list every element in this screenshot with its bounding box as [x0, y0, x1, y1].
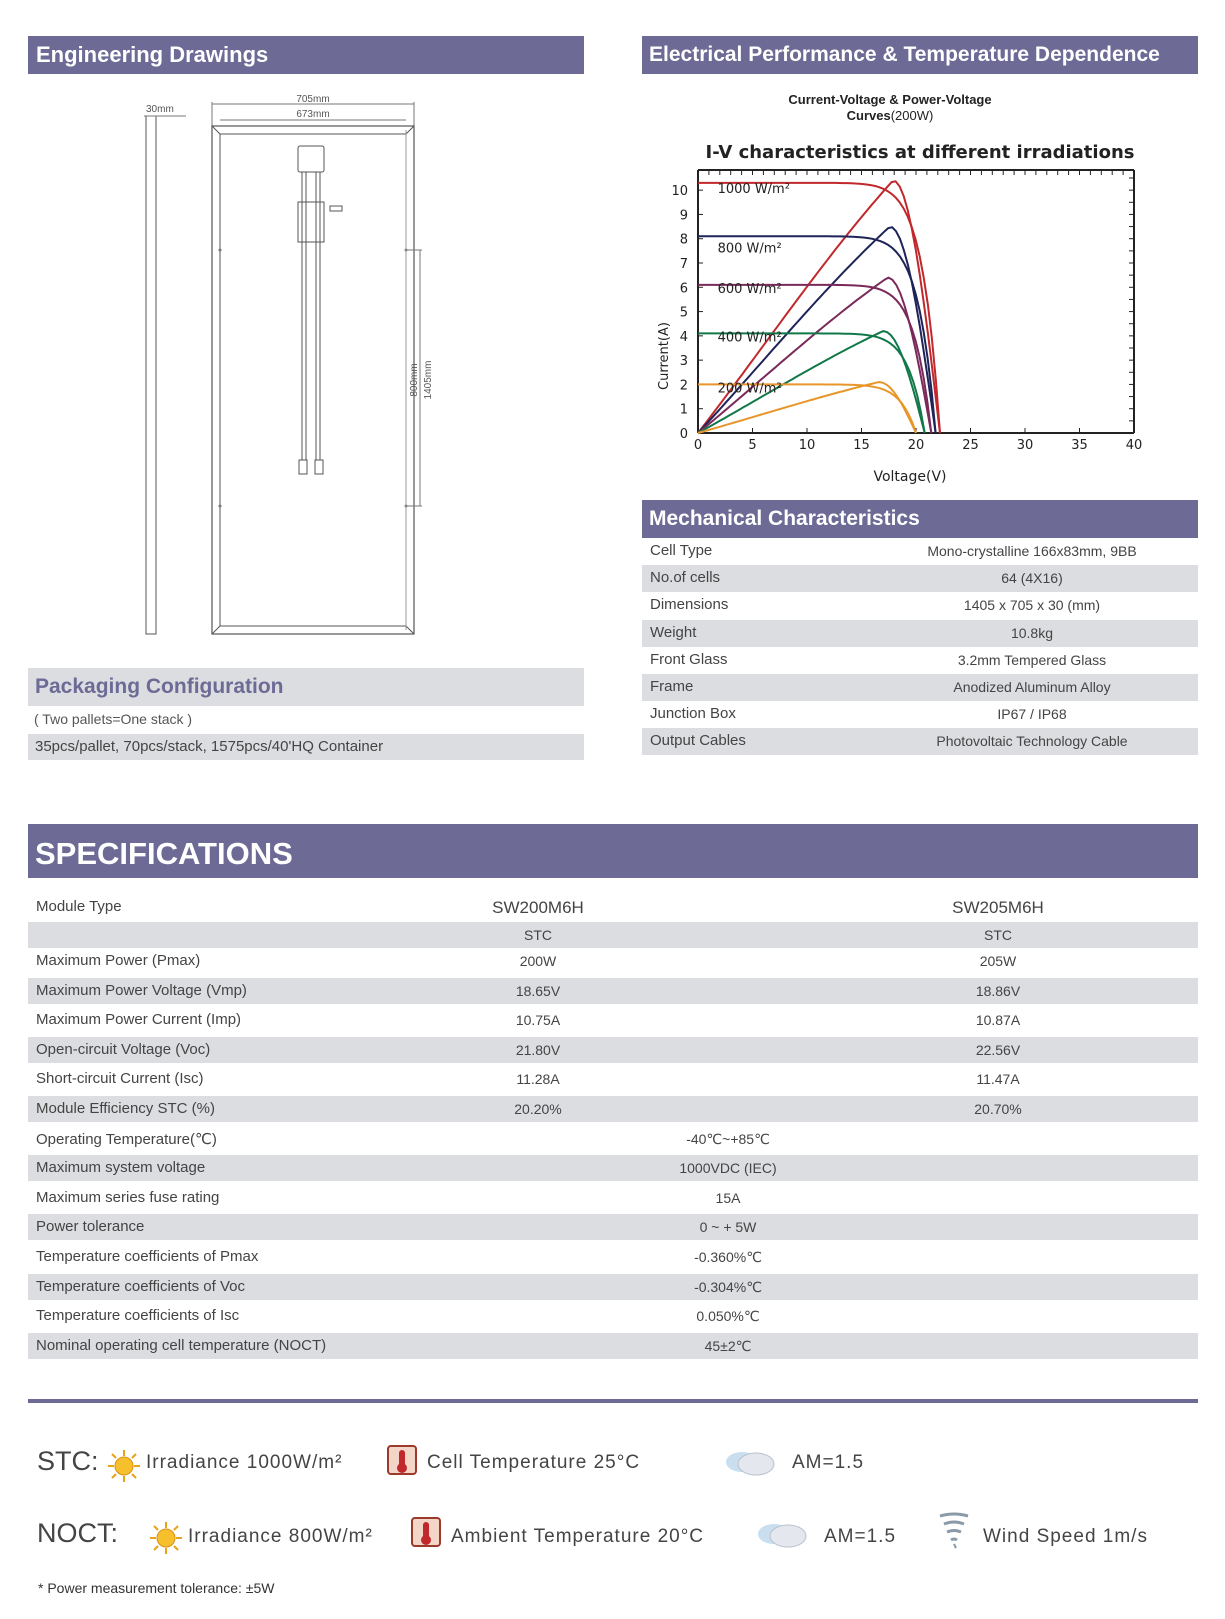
packaging-detail: 35pcs/pallet, 70pcs/stack, 1575pcs/40'HQ Container: [28, 734, 584, 760]
spec-row-value-1: 200W: [519, 953, 557, 969]
spec-row: [28, 1333, 1198, 1359]
model-1-name: SW200M6H: [492, 898, 584, 917]
mechanical-row: [642, 538, 1198, 565]
spec-row-value: 0 ~ + 5W: [699, 1219, 757, 1236]
stc-label-2: STC: [984, 927, 1012, 943]
spec-row-label: Temperature coefficients of Voc: [36, 1277, 246, 1295]
spec-row: [28, 1037, 1198, 1063]
spec-row-label: Short-circuit Current (Isc): [36, 1070, 204, 1088]
spec-row-value-2: 22.56V: [975, 1041, 1021, 1058]
stc-irradiance: Irradiance 1000W/m²: [146, 1452, 343, 1473]
thermometer-icon: [384, 1442, 420, 1478]
x-tick-label: 15: [853, 438, 870, 453]
packaging-title: Packaging Configuration: [35, 675, 284, 698]
x-axis-label: Voltage(V): [873, 469, 947, 485]
spec-row: [28, 1096, 1198, 1122]
mechanical-row-label: Front Glass: [650, 650, 728, 668]
mechanical-row-label: Frame: [650, 678, 694, 695]
module-type-row: [28, 890, 1198, 924]
spec-row: [28, 1126, 1198, 1152]
y-tick-label: 5: [679, 305, 688, 321]
sun-icon: [106, 1448, 142, 1484]
spec-row-value-1: 11.28A: [516, 1071, 560, 1088]
chart-title: I-V characteristics at different irradiations: [705, 142, 1135, 163]
noct-am: AM=1.5: [824, 1526, 897, 1547]
iv-curve: [698, 285, 931, 433]
spec-row-label: Temperature coefficients of Isc: [36, 1307, 240, 1325]
spec-row-value-1: 10.75A: [515, 1012, 561, 1029]
panel-drawing: [130, 90, 460, 650]
y-tick-label: 8: [679, 232, 688, 248]
spec-row-value-2: 10.87A: [975, 1012, 1021, 1029]
spec-row-value: -40℃~+85℃: [686, 1130, 770, 1147]
spec-row: [28, 1007, 1198, 1033]
stc-am: AM=1.5: [792, 1452, 865, 1473]
y-tick-label: 3: [679, 354, 688, 370]
y-tick-label: 6: [679, 281, 688, 297]
mechanical-row-label: No.of cells: [650, 569, 721, 587]
spec-row-label: Open-circuit Voltage (Voc): [36, 1040, 211, 1058]
mechanical-row-label: Junction Box: [650, 705, 736, 723]
stc-row: [28, 922, 1198, 948]
x-tick-label: 0: [693, 438, 703, 453]
mechanical-row: [642, 592, 1198, 619]
spec-row: [28, 1274, 1198, 1300]
mechanical-row: [642, 701, 1198, 728]
thermometer-icon: [408, 1514, 444, 1550]
spec-row: [28, 1214, 1198, 1240]
x-tick-label: 30: [1016, 438, 1034, 453]
y-tick-label: 2: [679, 378, 688, 394]
spec-row: [28, 1303, 1198, 1329]
spec-row-label: Maximum series fuse rating: [36, 1188, 220, 1206]
spec-row-label: Maximum Power (Pmax): [36, 952, 201, 969]
mechanical-row-value: Anodized Aluminum Alloy: [953, 679, 1111, 695]
curve-title-power: (200W): [890, 108, 934, 123]
spec-row-value: -0.304%℃: [694, 1278, 762, 1295]
x-tick-label: 35: [1071, 438, 1088, 453]
noct-label: NOCT:: [37, 1518, 118, 1548]
x-tick-label: 40: [1125, 438, 1143, 453]
stc-label: STC:: [37, 1446, 99, 1476]
specifications-header: [28, 824, 1198, 878]
mechanical-row: [642, 620, 1198, 647]
spec-row-value-2: 20.70%: [974, 1101, 1022, 1117]
spec-row-value-2: 11.47A: [976, 1071, 1020, 1088]
outer-width-dim-label: 705mm: [296, 94, 330, 105]
spec-row-value: 45±2℃: [704, 1337, 752, 1354]
spec-row: [28, 948, 1198, 974]
spec-row-value-1: 18.65V: [515, 982, 561, 999]
electrical-title: Electrical Performance & Temperature Dependence: [649, 43, 1160, 66]
module-type-label: Module Type: [36, 898, 122, 915]
inner-width-dim-label: 673mm: [296, 109, 330, 120]
spec-row-value: 15A: [715, 1189, 741, 1206]
electrical-header: [642, 36, 1198, 74]
mechanical-row-value: 3.2mm Tempered Glass: [957, 651, 1107, 668]
x-tick-label: 10: [798, 438, 816, 453]
spec-row-label: Maximum system voltage: [36, 1159, 206, 1177]
spec-row-value-2: 205W: [979, 953, 1017, 969]
mechanical-row-label: Output Cables: [650, 732, 746, 750]
spec-row: [28, 1066, 1198, 1092]
specifications-title: SPECIFICATIONS: [35, 836, 293, 871]
spec-row-value-1: 21.80V: [515, 1041, 561, 1058]
spec-row: [28, 978, 1198, 1004]
wind-icon: [934, 1510, 974, 1550]
iv-chart: [650, 138, 1170, 488]
mechanical-row-value: Mono-crystalline 166x83mm, 9BB: [927, 543, 1137, 559]
curve-title-line1: Current-Voltage & Power-Voltage: [788, 92, 992, 107]
engineering-drawings-header: [28, 36, 584, 74]
length-dim-label: 1405mm: [423, 360, 434, 400]
thickness-dim-label: 30mm: [146, 104, 174, 115]
section-divider: [28, 1399, 1198, 1403]
spec-row-label: Maximum Power Voltage (Vmp): [36, 981, 247, 999]
spec-row: [28, 1155, 1198, 1181]
y-tick-label: 7: [679, 257, 688, 272]
cloud-icon: [720, 1442, 780, 1478]
curve-title: [740, 92, 1040, 124]
mechanical-row-label: Cell Type: [650, 542, 713, 559]
cloud-icon: [752, 1514, 812, 1550]
stc-label-1: STC: [524, 927, 552, 943]
spec-row: [28, 1244, 1198, 1270]
engineering-drawings-title: Engineering Drawings: [36, 42, 269, 67]
noct-wind-speed: Wind Speed 1m/s: [983, 1526, 1148, 1547]
noct-irradiance: Irradiance 800W/m²: [188, 1526, 373, 1547]
sun-icon: [148, 1520, 184, 1556]
series-label: 1000 W/m²: [717, 181, 790, 197]
stc-cell-temp: Cell Temperature 25°C: [427, 1452, 641, 1473]
spec-row-label: Power tolerance: [36, 1218, 145, 1236]
y-tick-label: 4: [679, 329, 688, 345]
model-2-name: SW205M6H: [952, 898, 1044, 917]
mechanical-row-value: 10.8kg: [1010, 624, 1054, 641]
spec-row-value: 0.050%℃: [696, 1308, 760, 1325]
spec-row-label: Nominal operating cell temperature (NOCT): [36, 1336, 327, 1354]
curve-title-line2: Curves: [846, 108, 891, 123]
spec-row: [28, 1185, 1198, 1211]
y-tick-label: 9: [679, 208, 688, 224]
series-label: 400 W/m²: [717, 330, 782, 346]
spec-row-value-2: 18.86V: [975, 982, 1021, 999]
mechanical-row-value: 64 (4X16): [1001, 570, 1063, 587]
spec-row-value-1: 20.20%: [514, 1101, 562, 1117]
spec-row-label: Operating Temperature(℃): [36, 1130, 217, 1148]
series-label: 800 W/m²: [717, 241, 782, 257]
footnote: * Power measurement tolerance: ±5W: [38, 1580, 275, 1596]
x-tick-label: 20: [907, 438, 925, 453]
packaging-subtitle: ( Two pallets=One stack ): [34, 711, 193, 727]
spec-row-label: Module Efficiency STC (%): [36, 1100, 215, 1117]
mechanical-row: [642, 674, 1198, 701]
x-tick-label: 5: [748, 438, 757, 453]
mechanical-row: [642, 647, 1198, 674]
packaging-header: [28, 668, 584, 706]
y-tick-label: 10: [671, 184, 688, 200]
mechanical-row: [642, 728, 1198, 755]
spec-row-value: -0.360%℃: [694, 1249, 762, 1265]
y-tick-label: 0: [679, 427, 688, 442]
mechanical-row-value: IP67 / IP68: [997, 706, 1067, 723]
y-tick-label: 1: [679, 402, 688, 418]
mechanical-row-value: Photovoltaic Technology Cable: [936, 733, 1128, 750]
spec-row-label: Temperature coefficients of Pmax: [36, 1248, 259, 1265]
noct-ambient-temp: Ambient Temperature 20°C: [451, 1526, 705, 1547]
spec-row-value: 1000VDC (IEC): [679, 1160, 777, 1177]
x-tick-label: 25: [962, 438, 979, 453]
mechanical-row-value: 1405 x 705 x 30 (mm): [963, 597, 1101, 614]
mechanical-header: [642, 500, 1198, 538]
mechanical-row: [642, 565, 1198, 592]
mounting-dim-label: 800mm: [409, 363, 420, 397]
mechanical-row-label: Weight: [650, 623, 697, 641]
mechanical-row-label: Dimensions: [650, 596, 729, 614]
spec-row-label: Maximum Power Current (Imp): [36, 1011, 242, 1029]
series-label: 600 W/m²: [717, 281, 782, 297]
y-axis-label: Current(A): [657, 322, 672, 390]
mechanical-title: Mechanical Characteristics: [649, 507, 920, 530]
series-label: 200 W/m²: [717, 381, 782, 397]
